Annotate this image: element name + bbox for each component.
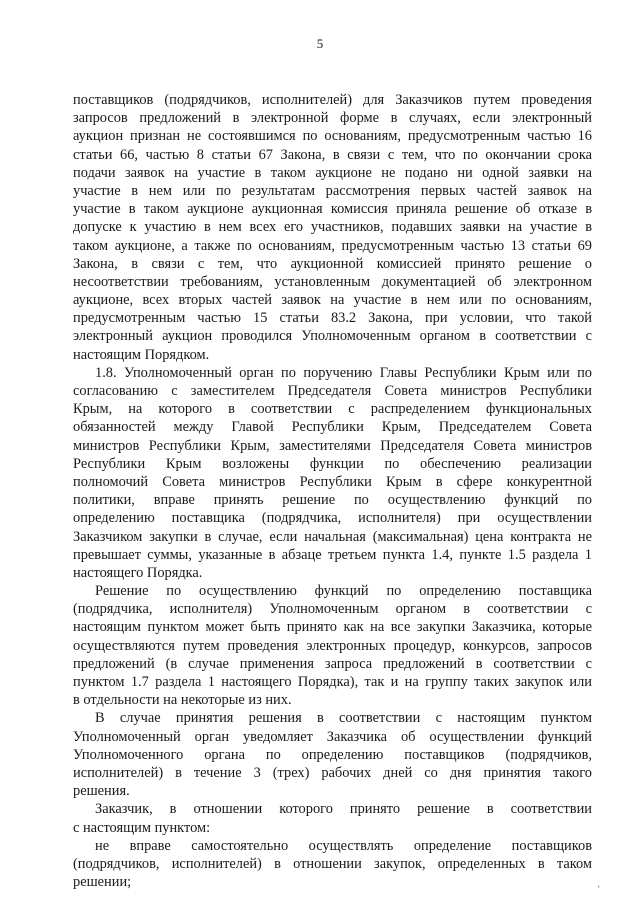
text-line: участие в таком аукционе аукционная комиссия приняла решение об отказе в [73,201,592,218]
text-line: предложений (в случае применения запроса предложений в соответствии с [73,655,592,672]
text-line: таком аукционе, а также по основаниям, предусмотренным частью 13 статьи 69 [73,237,592,254]
text-line: (подрядчиков, исполнителей) в отношении закупок, определенных в таком [73,855,592,872]
text-line: допуске к участию в нем всех его участников, подавших заявки на участие в [73,219,592,236]
text-line: превышает суммы, указанные в абзаце третьем пункта 1.4, пункте 1.5 раздела 1 [73,546,592,563]
text-line: настоящим Порядком. [73,346,210,363]
text-line: поставщиков (подрядчиков, исполнителей) для Заказчиков путем проведения [73,92,592,108]
text-line: электронный аукцион проводился Уполномоченным органом в соответствии с [73,328,592,345]
text-line: участие в нем или по результатам рассмотрения первых частей заявок на [73,182,592,199]
text-line: полномочий Совета министров Республики Крым в сфере конкурентной [73,473,592,490]
document-body [73,91,592,891]
text-line: Уполномоченного органа по определению поставщиков (подрядчиков, [73,746,592,763]
text-line: настоящим пунктом может быть принято как на все закупки Заказчика, которые [73,619,592,636]
text-line: Закона, в связи с тем, что аукционной комиссией принято решение о [73,255,592,272]
text-line: с настоящим пунктом: [73,819,211,836]
page-number: 5 [316,36,324,51]
text-line: запросов предложений в электронной форме в случаях, если электронный [73,110,592,127]
text-line: несоответствии требованиям, установленным документацией об электронном [73,273,592,290]
text-line: настоящего Порядка. [73,564,203,581]
text-line: Крым, на которого в соответствии с распределением функциональных [73,401,592,418]
text-line: не вправе самостоятельно осуществлять определение поставщиков [95,837,592,854]
text-line: (подрядчика, исполнителя) Уполномоченным органом в соответствии с [73,601,592,618]
text-line: предусмотренным частью 15 статьи 83.2 Закона, при условии, что такой [73,310,592,327]
text-line: 1.8. Уполномоченный орган по поручению Главы Республики Крым или по [95,364,592,381]
text-line: осуществляются путем проведения электронных процедур, конкурсов, запросов [73,637,592,654]
text-line: согласованию с заместителем Председателя Совета министров Республики [73,383,592,399]
text-line: в отдельности на некоторые из них. [73,692,292,709]
text-line: обязанностей между Главой Республики Крым, Председателем Совета [73,419,592,436]
text-line: статьи 66, частью 8 статьи 67 Закона, в связи с тем, что по окончании срока [73,146,592,163]
text-line: подачи заявок на участие в таком аукционе не подано ни одной заявки на [73,164,592,181]
text-line: В случае принятия решения в соответствии с настоящим пунктом [95,710,592,727]
text-line: аукцион признан не состоявшимся по основаниям, предусмотренным частью 16 [73,128,592,145]
text-line: исполнителей) в течение 3 (трех) рабочих дней со дня принятия такого [73,764,592,781]
text-line: аукционе, всех вторых частей заявок на участие в нем или по основаниям, [73,292,592,309]
text-line: Уполномоченный орган уведомляет Заказчика об осуществлении функций [73,728,592,745]
margin-mark: ʹ [598,884,600,894]
text-line: Заказчиком закупки в случае, если начальная (максимальная) цена контракта не [73,528,592,545]
text-line: Заказчик, в отношении которого принято решение в соответствии [95,801,592,818]
text-line: определению поставщика (подрядчика, исполнителя) при осуществлении [73,510,592,527]
text-line: министров Республики Крым, заместителями Председателя Совета министров [73,437,592,454]
text-line: пунктом 1.7 раздела 1 настоящего Порядка), так и на группу таких закупок или [73,674,592,690]
text-line: Республики Крым возложены функции по обеспечению реализации [73,455,592,472]
text-line: Решение по осуществлению функций по определению поставщика [95,583,592,600]
text-line: решении; [73,874,132,891]
text-line: решения. [73,783,130,800]
text-line: политики, вправе принять решение по осуществлению функций по [73,492,592,509]
